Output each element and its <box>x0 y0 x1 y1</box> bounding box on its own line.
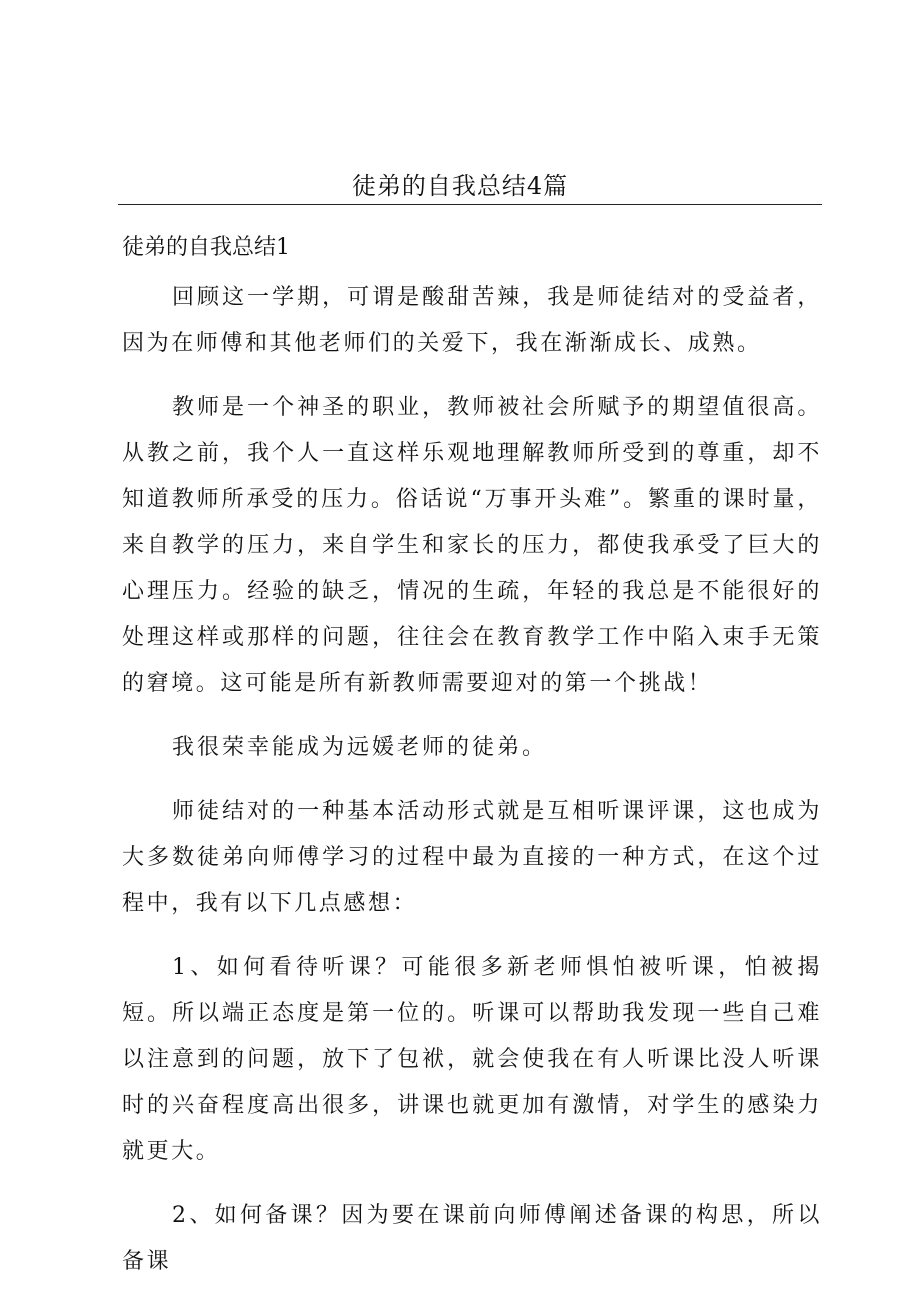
paragraph: 2、如何备课？因为要在课前向师傅阐述备课的构思，所以备课 <box>122 1203 822 1274</box>
section-heading: 徒弟的自我总结1 <box>122 235 290 260</box>
document-body <box>122 275 822 1303</box>
paragraph: 1、如何看待听课？可能很多新老师惧怕被听课，怕被揭短。所以端正态度是第一位的。听课可以帮助我发现一些自己难以注意到的问题，放下了包袱，就会使我在有人听课比没人听课时的兴奋程度高出很多，讲课也就更加有激情，对学生的感染力就更大。 <box>122 955 822 1164</box>
title-underline <box>118 204 822 205</box>
paragraph: 教师是一个神圣的职业，教师被社会所赋予的期望值很高。从教之前，我个人一直这样乐观地理解教师所受到的尊重，却不知道教师所承受的压力。俗话说“万事开头难”。繁重的课时量，来自教学的压力，来自学生和家长的压力，都使我承受了巨大的心理压力。经验的缺乏，情况的生疏，年轻的我总是不能很好的处理这样或那样的问题，往往会在教育教学工作中陷入束手无策的窘境。这可能是所有新教师需要迎对的第一个挑战！ <box>122 395 822 696</box>
paragraph: 师徒结对的一种基本活动形式就是互相听课评课，这也成为大多数徒弟向师傅学习的过程中最为直接的一种方式，在这个过程中，我有以下几点感想： <box>122 799 822 916</box>
paragraph: 回顾这一学期，可谓是酸甜苦辣，我是师徒结对的受益者，因为在师傅和其他老师们的关爱下，我在渐渐成长、成熟。 <box>122 285 822 356</box>
paragraph: 我很荣幸能成为远媛老师的徒弟。 <box>172 735 548 760</box>
document-title: 徒弟的自我总结4篇 <box>351 172 569 200</box>
